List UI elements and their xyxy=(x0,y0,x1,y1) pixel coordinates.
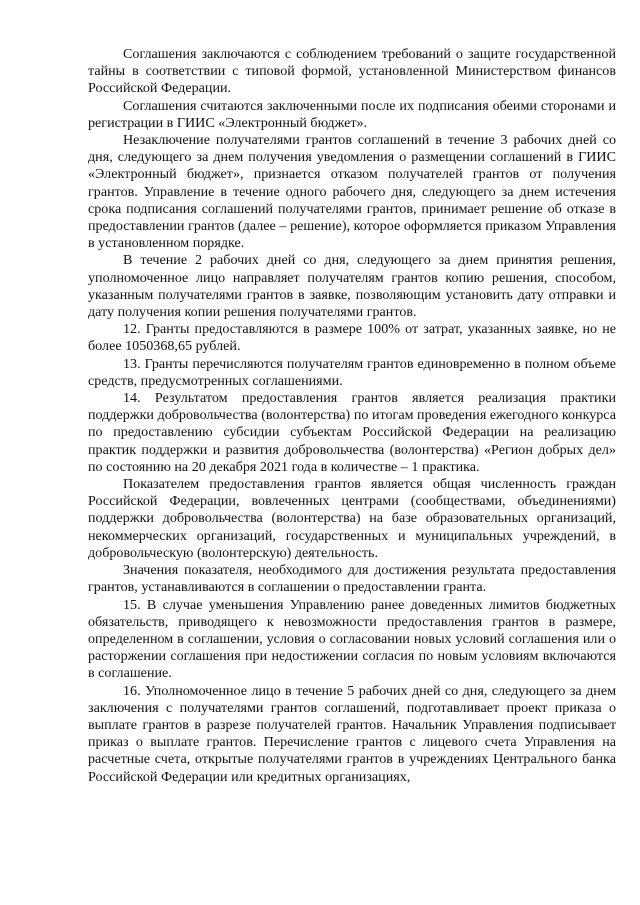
paragraph-item-13: 13. Гранты перечисляются получателям грантов единовременно в полном объеме средств, предусмотренных соглашениями. xyxy=(88,355,616,389)
paragraph-decision-copy: В течение 2 рабочих дней со дня, следующего за днем принятия решения, уполномоченное лицо направляет получателям грантов копию решения, способом, указанным получателями грантов в заявке, позволяющим установить дату отправки и дату получения копии решения получателями грантов. xyxy=(88,252,616,321)
paragraph-item-15: 15. В случае уменьшения Управлению ранее доведенных лимитов бюджетных обязательств, приводящего к невозможности предоставления грантов в размере, определенном в соглашении, условия о согласовании новых условий соглашения или о расторжении соглашения при недостижении согласия по новым условиям включаются в соглашение. xyxy=(88,596,616,682)
paragraph-indicator-values: Значения показателя, необходимого для достижения результата предоставления грантов, устанавливаются в соглашении о предоставлении гранта. xyxy=(88,562,616,596)
paragraph-indicator: Показателем предоставления грантов является общая численность граждан Российской Федерации, вовлеченных центрами (сообществами, объединениями) поддержки добровольчества (волонтерства) на базе образовательных организаций, некоммерческих организаций, государственных и муниципальных учреждений, в добровольческую (волонтерскую) деятельность. xyxy=(88,476,616,561)
paragraph-item-14: 14. Результатом предоставления грантов является реализация практики поддержки добровольчества (волонтерства) по итогам проведения ежегодного конкурса по предоставлению субсидии субъектам Российской Федерации на реализацию практик поддержки и развития добровольчества (волонтерства) «Регион добрых дел» по состоянию на 20 декабря 2021 года в количестве – 1 практика. xyxy=(88,390,616,475)
paragraph-agreement-concluded: Соглашения считаются заключенными после их подписания обеими сторонами и регистрации в ГИИС «Электронный бюджет». xyxy=(88,97,616,131)
paragraph-non-conclusion: Незаключение получателями грантов соглашений в течение 3 рабочих дней со дня, следующего за днем получения уведомления о размещении соглашений в ГИИС «Электронный бюджет», признается отказом получателей грантов от получения грантов. Управление в течение одного рабочего дня, следующего за днем истечения срока подписания соглашений получателями грантов, принимает решение об отказе в предоставлении грантов (далее – решение), которое оформляется приказом Управления в установленном порядке. xyxy=(88,132,616,252)
paragraph-item-16: 16. Уполномоченное лицо в течение 5 рабочих дней со дня, следующего за днем заключения с получателями грантов соглашений, подготавливает проект приказа о выплате грантов в разрезе получателей грантов. Начальник Управления подписывает приказ о выплате грантов. Перечисление грантов с лицевого счета Управления на расчетные счета, открытые получателями грантов в учреждениях Центрального банка Российской Федерации или кредитных организациях, xyxy=(88,682,616,785)
paragraph-agreement-form: Соглашения заключаются с соблюдением требований о защите государственной тайны в соответствии с типовой формой, установленной Министерством финансов Российской Федерации. xyxy=(88,46,616,97)
document-page xyxy=(88,46,616,786)
paragraph-item-12: 12. Гранты предоставляются в размере 100% от затрат, указанных заявке, но не более 1050368,65 рублей. xyxy=(88,321,616,355)
